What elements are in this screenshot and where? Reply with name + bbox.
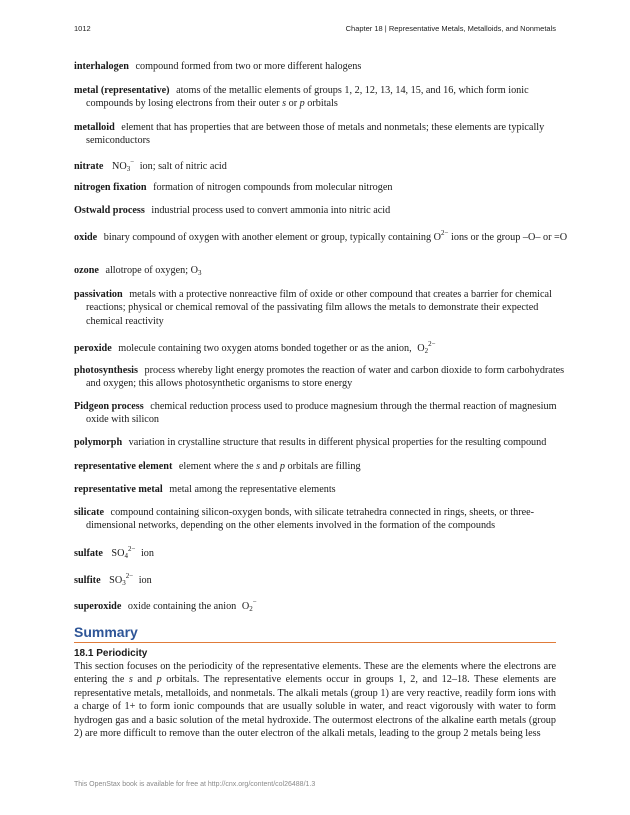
glossary-entry-metal-representative	[74, 84, 568, 111]
glossary-entry-passivation	[74, 288, 568, 328]
italic-s: s	[282, 98, 287, 110]
page-footer: This OpenStax book is available for free at http://cnx.org/content/col26488/1.3	[74, 781, 316, 788]
summary-paragraph	[74, 660, 556, 740]
glossary-term: sulfite	[74, 575, 101, 586]
formula-subscript: 2	[424, 347, 429, 355]
glossary-term: nitrogen fixation	[74, 182, 147, 193]
glossary-definition: industrial process used to convert ammonia into nitric acid	[151, 205, 391, 216]
formula-base: NO	[111, 161, 127, 172]
glossary-term: metal (representative)	[74, 85, 170, 96]
glossary-term: nitrate	[74, 161, 104, 172]
italic-p: p	[299, 98, 305, 110]
formula-subscript: 3	[122, 579, 126, 587]
glossary-definition: formation of nitrogen compounds from molecular nitrogen	[153, 182, 393, 193]
formula-superscript: 2−	[127, 545, 136, 553]
formula-base: O	[241, 601, 250, 612]
glossary-term: Ostwald process	[74, 205, 145, 216]
glossary-term: representative element	[74, 461, 173, 472]
glossary-entry-peroxide	[74, 338, 568, 358]
glossary-definition: binary compound of oxygen with another element or group, typically containing O	[103, 232, 442, 243]
glossary-term: photosynthesis	[74, 365, 138, 376]
glossary-definition: metals with a protective nonreactive film of oxide or other compound that creates a barrier for chemical reactions; physical or chemical removal of the passivating film allows the metals to demonstrate their expected chemical reactivity	[86, 289, 552, 327]
glossary-definition-mid: and	[262, 461, 278, 472]
glossary-definition: process whereby light energy promotes the reaction of water and carbon dioxide to form carbohydrates and oxygen; this allows photosynthetic organisms to store energy	[86, 365, 565, 390]
italic-p: p	[156, 674, 162, 686]
glossary-term: passivation	[74, 289, 123, 300]
glossary-entry-oxide	[74, 227, 568, 244]
glossary-entry-polymorph	[74, 436, 568, 449]
glossary-entry-superoxide	[74, 596, 568, 616]
paragraph-text: This section focuses on the periodicity of the representative elements. These are the elements where the electrons are entering the	[74, 661, 556, 686]
formula-subscript: 4	[124, 552, 128, 560]
glossary-definition: molecule containing two oxygen atoms bonded together or as the anion,	[118, 343, 412, 354]
section-heading: 18.1 Periodicity	[74, 648, 148, 659]
peroxide-formula	[417, 340, 436, 355]
glossary-definition: chemical reduction process used to produce magnesium through the thermal reaction of magnesium oxide with silicon	[86, 401, 557, 426]
formula-subscript: 3	[126, 165, 131, 173]
glossary-term: sulfate	[74, 548, 103, 559]
glossary-entry-nitrate	[74, 156, 568, 176]
glossary-term: metalloid	[74, 122, 115, 133]
glossary-definition: metal among the representative elements	[169, 484, 336, 495]
glossary-term: silicate	[74, 507, 104, 518]
paragraph-text-rest: orbitals. The representative elements occur in groups 1, 2, and 12–18. These elements are representative metals, metalloids, and nonmetals. The alkali metals (group 1) are very reactive, readily form ions with a charge of 1+ to form ionic compounds that are usually soluble in water, and react vigorously with water to form hydrogen gas and a basic solution of the metal hydroxide. The outermost electrons of the alkaline earth metals (group 2) are more difficult to remove than the outer electron of the alkali metals, leading to the group 2 metals being less	[74, 674, 557, 740]
superoxide-formula	[241, 598, 257, 613]
glossary-term: superoxide	[74, 601, 122, 612]
italic-s: s	[128, 674, 133, 686]
glossary-definition: compound formed from two or more different halogens	[135, 61, 362, 72]
glossary-entry-nitrogen-fixation	[74, 181, 568, 194]
page-number: 1012	[74, 24, 91, 33]
glossary-term: representative metal	[74, 484, 163, 495]
oxide-charge: 2−	[441, 229, 449, 237]
glossary-definition: compound containing silicon-oxygen bonds, with silicate tetrahedra connected in rings, sheets, or three-dimensional networks, depending on the other elements involved in the formation of the compounds	[86, 507, 535, 532]
paragraph-text-mid: and	[137, 674, 153, 686]
glossary-term: ozone	[74, 265, 99, 276]
glossary-entry-sulfate	[74, 543, 568, 563]
glossary-definition-end: orbitals are filling	[287, 461, 361, 472]
chapter-title: Chapter 18 | Representative Metals, Metalloids, and Nonmetals	[345, 24, 556, 33]
glossary-definition-end: orbitals	[307, 98, 338, 110]
glossary-definition: ion	[140, 548, 154, 559]
glossary-definition: atoms of the metallic elements of groups 1, 2, 12, 13, 14, 15, and 16, which form ionic compounds by losing electrons from their outer	[86, 85, 529, 110]
glossary-term: polymorph	[74, 437, 123, 448]
glossary-term: peroxide	[74, 343, 112, 354]
formula-base: SO	[109, 575, 123, 586]
glossary-entry-silicate	[74, 506, 568, 533]
glossary-definition-end: ions or the group –O– or =O	[451, 232, 568, 243]
glossary-entry-ozone	[74, 264, 568, 280]
glossary-entry-representative-metal	[74, 483, 568, 496]
glossary-definition: allotrope of oxygen; O	[105, 265, 198, 276]
summary-heading: Summary	[74, 624, 556, 643]
glossary-definition: element that has properties that are between those of metals and nonmetals; these elements are typically semiconductors	[86, 122, 545, 147]
nitrate-formula	[111, 158, 135, 173]
formula-superscript: −	[252, 598, 257, 606]
glossary-definition: ion	[138, 575, 152, 586]
glossary-entry-sulfite	[74, 570, 568, 590]
italic-s: s	[256, 461, 261, 472]
formula-superscript: 2−	[428, 340, 436, 348]
glossary-term: Pidgeon process	[74, 401, 144, 412]
formula-superscript: 2−	[125, 572, 134, 580]
glossary-term: oxide	[74, 232, 98, 243]
glossary-definition: variation in crystalline structure that results in different physical properties for the resulting compound	[128, 437, 547, 448]
glossary-definition: element where the	[178, 461, 254, 472]
glossary-entry-pidgeon-process	[74, 400, 568, 427]
glossary-definition: oxide containing the anion	[127, 601, 237, 612]
ozone-subscript: 3	[197, 269, 202, 277]
glossary-entry-metalloid	[74, 121, 568, 148]
glossary-entry-representative-element	[74, 460, 568, 473]
sulfite-formula	[109, 572, 134, 587]
glossary-definition-mid: or	[288, 98, 298, 110]
glossary-entry-interhalogen	[74, 60, 568, 73]
formula-subscript: 2	[249, 605, 253, 613]
glossary-definition: ion; salt of nitric acid	[139, 161, 227, 172]
formula-base: SO	[111, 548, 125, 559]
sulfate-formula	[111, 545, 136, 560]
formula-superscript: −	[130, 158, 135, 166]
formula-base: O	[417, 343, 425, 354]
glossary-entry-ostwald-process	[74, 204, 568, 217]
glossary-term: interhalogen	[74, 61, 129, 72]
italic-p: p	[279, 461, 285, 472]
glossary-entry-photosynthesis	[74, 364, 568, 391]
